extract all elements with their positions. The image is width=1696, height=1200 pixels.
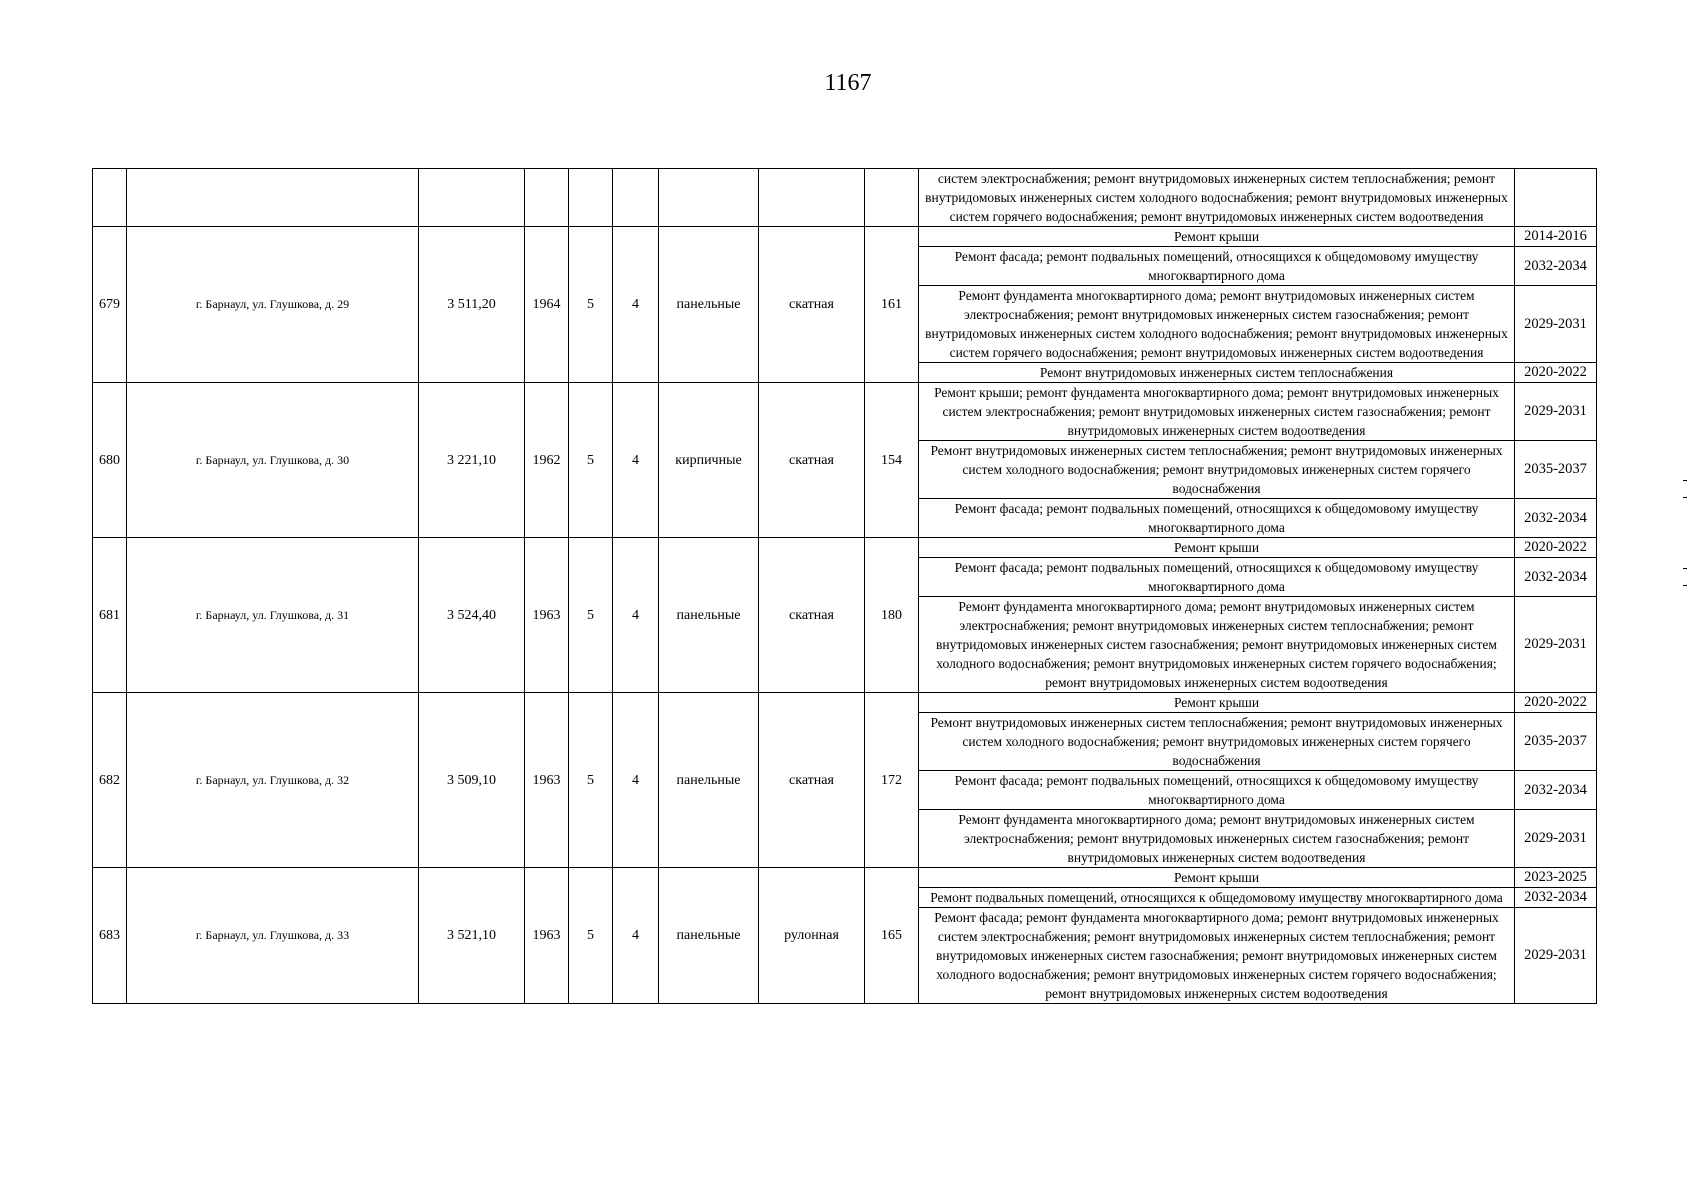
- cell-floors: 5: [569, 383, 613, 538]
- cell-works: Ремонт фундамента многоквартирного дома; ремонт внутридомовых инженерных систем электроснабжения; ремонт внутридомовых инженерных систем газоснабжения; ремонт внутридомовых инженерных систем холодного водоснабжения; ремонт внутридомовых инженерных систем горячего водоснабжения; ремонт внутридомовых инженерных систем водоотведения: [919, 286, 1515, 363]
- cell-address: г. Барнаул, ул. Глушкова, д. 31: [127, 538, 419, 693]
- cell-walls: кирпичные: [659, 383, 759, 538]
- cell-score: 180: [865, 538, 919, 693]
- cell-period: 2014-2016: [1515, 227, 1597, 247]
- cell-works: Ремонт фасада; ремонт подвальных помещений, относящихся к общедомовому имуществу многоквартирного дома: [919, 499, 1515, 538]
- cell-period: 2032-2034: [1515, 771, 1597, 810]
- cell-area: 3 521,10: [419, 868, 525, 1004]
- cell-period: 2032-2034: [1515, 888, 1597, 908]
- cell-works: Ремонт крыши: [919, 227, 1515, 247]
- cell-address: [127, 169, 419, 227]
- cell-num: 681: [93, 538, 127, 693]
- cell-floors: 5: [569, 868, 613, 1004]
- housing-repair-table: [92, 168, 1597, 1004]
- house-row: [93, 383, 1597, 441]
- cell-year: 1962: [525, 383, 569, 538]
- cell-score: 154: [865, 383, 919, 538]
- margin-mark: [1683, 497, 1687, 498]
- cell-walls: [659, 169, 759, 227]
- cell-score: [865, 169, 919, 227]
- cell-period: 2029-2031: [1515, 286, 1597, 363]
- cell-floors: 5: [569, 693, 613, 868]
- cell-works: Ремонт крыши: [919, 538, 1515, 558]
- page-number: 1167: [824, 70, 872, 96]
- cell-entrances: 4: [613, 538, 659, 693]
- cell-entrances: 4: [613, 868, 659, 1004]
- cell-works: Ремонт фундамента многоквартирного дома; ремонт внутридомовых инженерных систем электроснабжения; ремонт внутридомовых инженерных систем газоснабжения; ремонт внутридомовых инженерных систем водоотведения: [919, 810, 1515, 868]
- house-row: [93, 538, 1597, 558]
- cell-roof: скатная: [759, 383, 865, 538]
- cell-entrances: [613, 169, 659, 227]
- cell-works: Ремонт подвальных помещений, относящихся к общедомовому имуществу многоквартирного дома: [919, 888, 1515, 908]
- cell-area: [419, 169, 525, 227]
- cell-area: 3 221,10: [419, 383, 525, 538]
- cell-works: Ремонт внутридомовых инженерных систем теплоснабжения: [919, 363, 1515, 383]
- cell-floors: 5: [569, 227, 613, 383]
- cell-period: 2020-2022: [1515, 538, 1597, 558]
- house-row: [93, 227, 1597, 247]
- cell-num: 679: [93, 227, 127, 383]
- cell-works: систем электроснабжения; ремонт внутридомовых инженерных систем теплоснабжения; ремонт внутридомовых инженерных систем холодного водоснабжения; ремонт внутридомовых инженерных систем горячего водоснабжения; ремонт внутридомовых инженерных систем водоотведения: [919, 169, 1515, 227]
- cell-address: г. Барнаул, ул. Глушкова, д. 29: [127, 227, 419, 383]
- cell-roof: скатная: [759, 693, 865, 868]
- margin-mark: [1683, 585, 1687, 586]
- cell-area: 3 509,10: [419, 693, 525, 868]
- cell-address: г. Барнаул, ул. Глушкова, д. 30: [127, 383, 419, 538]
- cell-walls: панельные: [659, 227, 759, 383]
- cell-roof: [759, 169, 865, 227]
- cell-num: 680: [93, 383, 127, 538]
- cell-period: 2035-2037: [1515, 441, 1597, 499]
- cell-works: Ремонт фасада; ремонт фундамента многоквартирного дома; ремонт внутридомовых инженерных систем электроснабжения; ремонт внутридомовых инженерных систем теплоснабжения; ремонт внутридомовых инженерных систем газоснабжения; ремонт внутридомовых инженерных систем холодного водоснабжения; ремонт внутридомовых инженерных систем горячего водоснабжения; ремонт внутридомовых инженерных систем водоотведения: [919, 908, 1515, 1004]
- cell-roof: скатная: [759, 227, 865, 383]
- cell-period: 2020-2022: [1515, 363, 1597, 383]
- cell-period: 2029-2031: [1515, 597, 1597, 693]
- cell-period: 2029-2031: [1515, 810, 1597, 868]
- house-row: [93, 693, 1597, 713]
- cell-score: 165: [865, 868, 919, 1004]
- cell-address: г. Барнаул, ул. Глушкова, д. 33: [127, 868, 419, 1004]
- cell-score: 161: [865, 227, 919, 383]
- cell-area: 3 524,40: [419, 538, 525, 693]
- cell-year: 1964: [525, 227, 569, 383]
- cell-num: 683: [93, 868, 127, 1004]
- cell-roof: скатная: [759, 538, 865, 693]
- cell-address: г. Барнаул, ул. Глушкова, д. 32: [127, 693, 419, 868]
- cell-roof: рулонная: [759, 868, 865, 1004]
- cell-works: Ремонт крыши; ремонт фундамента многоквартирного дома; ремонт внутридомовых инженерных систем электроснабжения; ремонт внутридомовых инженерных систем газоснабжения; ремонт внутридомовых инженерных систем водоотведения: [919, 383, 1515, 441]
- cell-period: 2035-2037: [1515, 713, 1597, 771]
- cell-entrances: 4: [613, 227, 659, 383]
- cell-floors: [569, 169, 613, 227]
- cell-num: [93, 169, 127, 227]
- cell-period: 2032-2034: [1515, 247, 1597, 286]
- cell-works: Ремонт крыши: [919, 868, 1515, 888]
- cell-year: 1963: [525, 538, 569, 693]
- cell-period: 2032-2034: [1515, 558, 1597, 597]
- cell-floors: 5: [569, 538, 613, 693]
- margin-mark: [1683, 568, 1687, 569]
- cell-period: [1515, 169, 1597, 227]
- cell-period: 2032-2034: [1515, 499, 1597, 538]
- cell-entrances: 4: [613, 693, 659, 868]
- cell-works: Ремонт фасада; ремонт подвальных помещений, относящихся к общедомовому имуществу многоквартирного дома: [919, 771, 1515, 810]
- cell-entrances: 4: [613, 383, 659, 538]
- cell-walls: панельные: [659, 538, 759, 693]
- cell-year: 1963: [525, 868, 569, 1004]
- continuation-row: [93, 169, 1597, 227]
- cell-works: Ремонт внутридомовых инженерных систем теплоснабжения; ремонт внутридомовых инженерных систем холодного водоснабжения; ремонт внутридомовых инженерных систем горячего водоснабжения: [919, 441, 1515, 499]
- cell-works: Ремонт внутридомовых инженерных систем теплоснабжения; ремонт внутридомовых инженерных систем холодного водоснабжения; ремонт внутридомовых инженерных систем горячего водоснабжения: [919, 713, 1515, 771]
- cell-num: 682: [93, 693, 127, 868]
- cell-area: 3 511,20: [419, 227, 525, 383]
- cell-period: 2029-2031: [1515, 908, 1597, 1004]
- cell-period: 2029-2031: [1515, 383, 1597, 441]
- cell-works: Ремонт фасада; ремонт подвальных помещений, относящихся к общедомовому имуществу многоквартирного дома: [919, 558, 1515, 597]
- cell-walls: панельные: [659, 693, 759, 868]
- cell-works: Ремонт крыши: [919, 693, 1515, 713]
- cell-year: 1963: [525, 693, 569, 868]
- cell-year: [525, 169, 569, 227]
- cell-score: 172: [865, 693, 919, 868]
- house-row: [93, 868, 1597, 888]
- cell-works: Ремонт фундамента многоквартирного дома; ремонт внутридомовых инженерных систем электроснабжения; ремонт внутридомовых инженерных систем теплоснабжения; ремонт внутридомовых инженерных систем газоснабжения; ремонт внутридомовых инженерных систем холодного водоснабжения; ремонт внутридомовых инженерных систем горячего водоснабжения; ремонт внутридомовых инженерных систем водоотведения: [919, 597, 1515, 693]
- margin-mark: [1683, 480, 1687, 481]
- cell-period: 2023-2025: [1515, 868, 1597, 888]
- cell-period: 2020-2022: [1515, 693, 1597, 713]
- cell-works: Ремонт фасада; ремонт подвальных помещений, относящихся к общедомовому имуществу многоквартирного дома: [919, 247, 1515, 286]
- cell-walls: панельные: [659, 868, 759, 1004]
